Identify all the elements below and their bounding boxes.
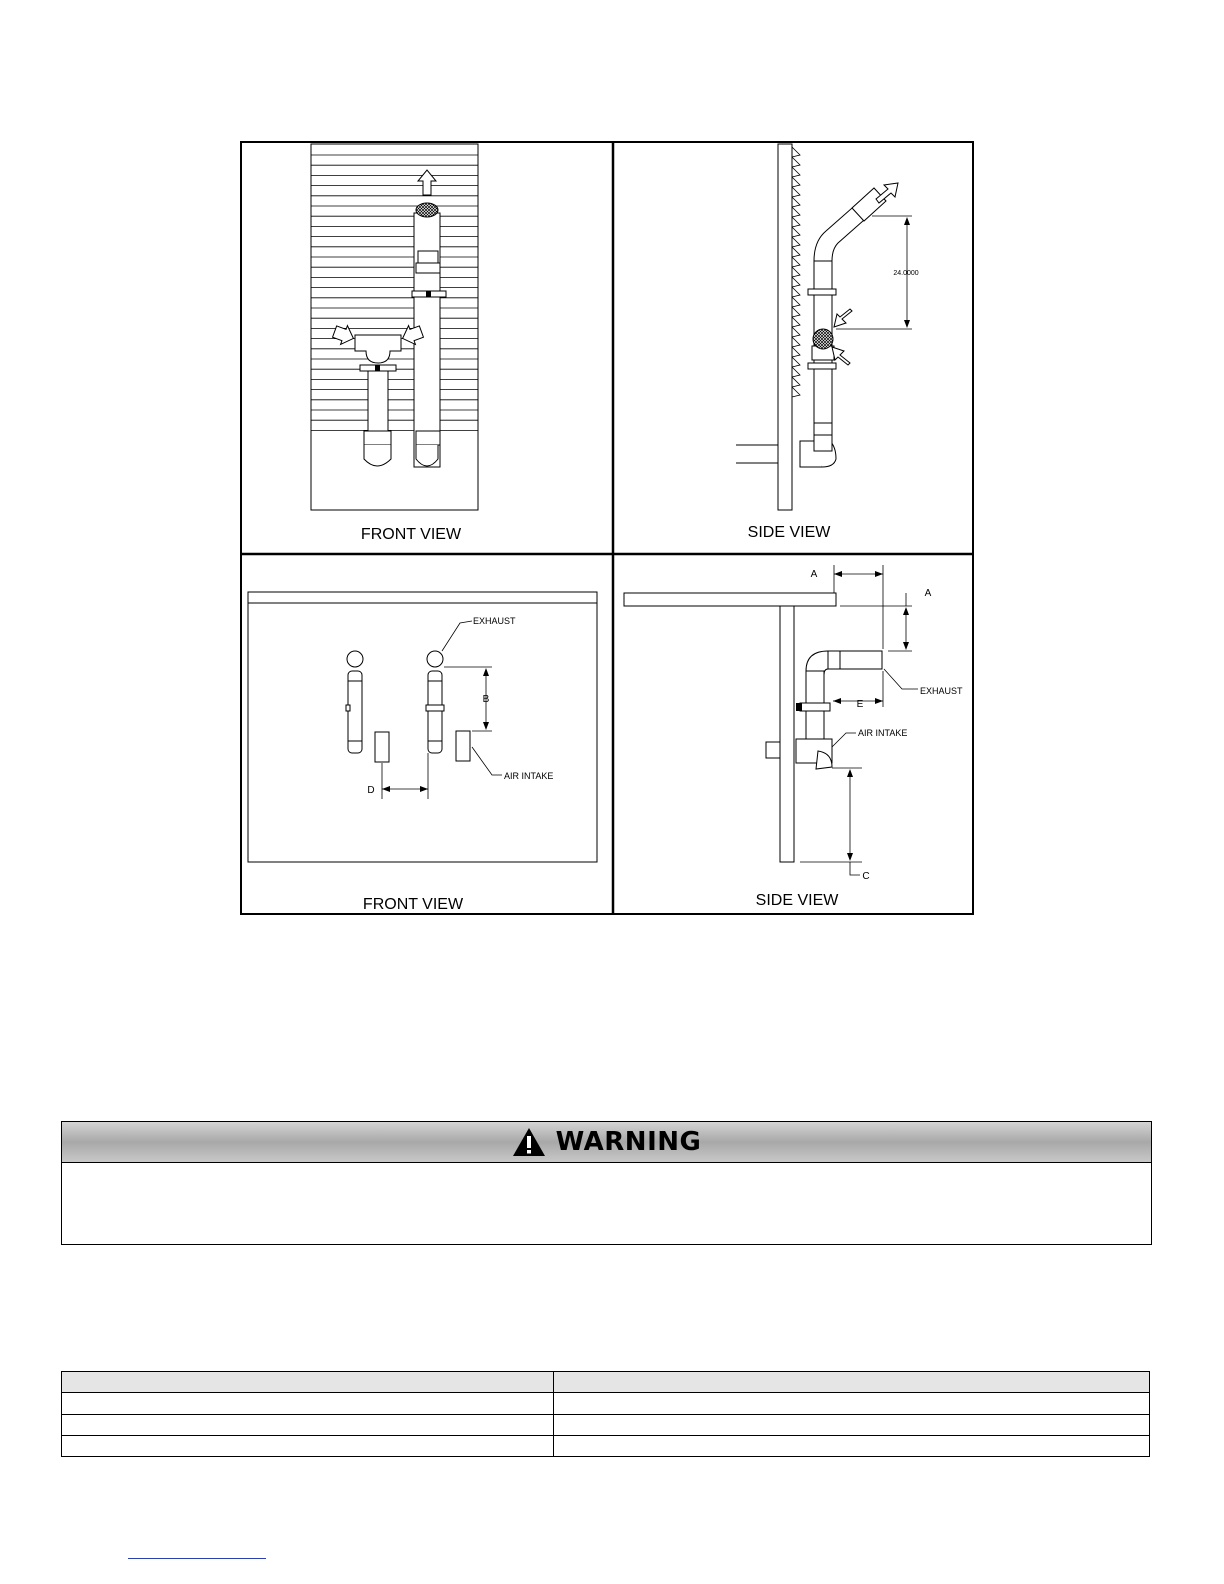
table-cell	[62, 1435, 554, 1456]
callout-air-intake: AIR INTAKE	[504, 771, 554, 781]
panel-caption: FRONT VIEW	[362, 896, 464, 913]
panel-caption: FRONT VIEW	[360, 526, 462, 543]
warning-body	[62, 1163, 1151, 1246]
dim-label-d: D	[367, 785, 375, 796]
table-row	[62, 1393, 1150, 1414]
dim-label-c: C	[862, 871, 870, 882]
dimension-label-24: 24.0000	[893, 270, 919, 277]
table-cell	[62, 1393, 554, 1414]
table-cell	[554, 1414, 1150, 1435]
panel-bottom-left-front-view	[248, 592, 597, 913]
panel-caption: SIDE VIEW	[755, 892, 839, 909]
siding-profile	[792, 147, 800, 397]
vent-installation-figure	[240, 141, 974, 915]
warning-header	[62, 1122, 1151, 1163]
panel-top-right-side-view	[736, 144, 919, 541]
panel-caption: SIDE VIEW	[747, 524, 831, 541]
warning-box	[61, 1121, 1152, 1245]
table-cell	[554, 1435, 1150, 1456]
footer-link-underline[interactable]	[128, 1558, 266, 1559]
data-table	[61, 1371, 1150, 1457]
dim-label-a-right: A	[924, 588, 932, 599]
table-row	[62, 1372, 1150, 1393]
warning-title: WARNING	[555, 1127, 702, 1157]
table-row	[62, 1414, 1150, 1435]
table-cell	[554, 1372, 1150, 1393]
table-cell	[554, 1393, 1150, 1414]
warning-triangle-icon	[512, 1127, 546, 1157]
panel-top-left-front-view	[311, 144, 478, 543]
panel-bottom-right-side-view	[624, 565, 963, 909]
table-cell	[62, 1372, 554, 1393]
dim-label-a-top: A	[810, 569, 818, 580]
table-row	[62, 1435, 1150, 1456]
callout-exhaust: EXHAUST	[473, 616, 516, 626]
dim-label-b: B	[482, 694, 490, 705]
callout-air-intake: AIR INTAKE	[858, 728, 908, 738]
callout-exhaust: EXHAUST	[920, 686, 963, 696]
dim-label-e: E	[856, 699, 864, 710]
table-cell	[62, 1414, 554, 1435]
